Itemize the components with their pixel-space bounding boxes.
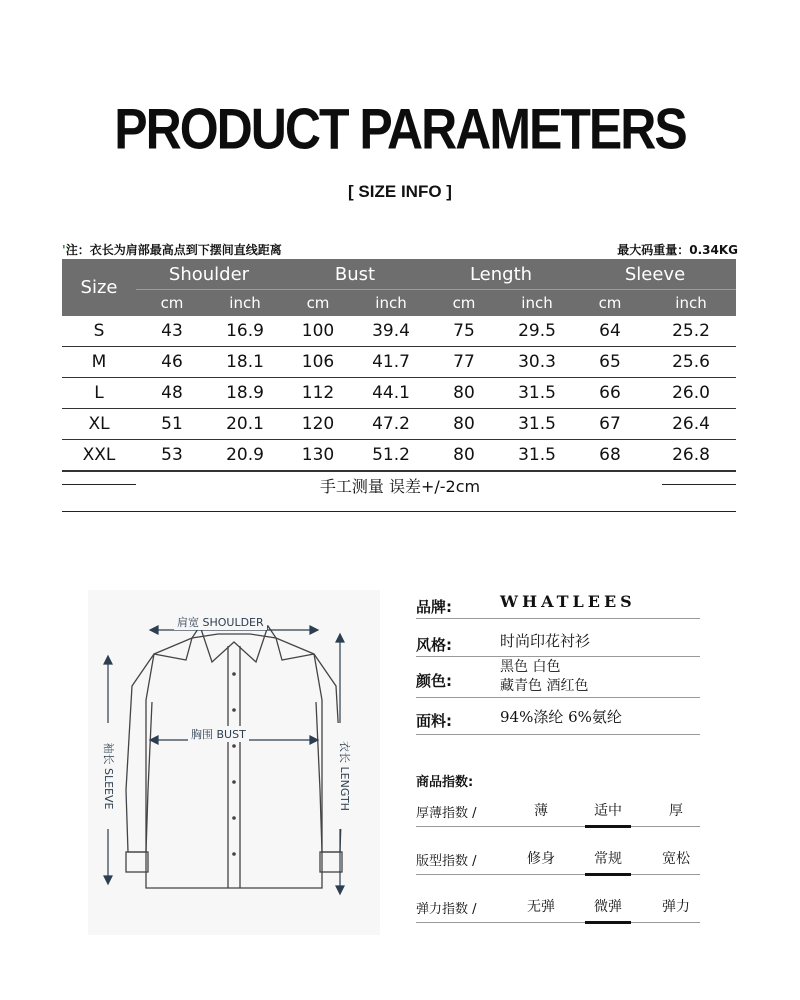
index-row [416,894,700,934]
table-cell: 47.2 [354,409,428,440]
page-title: PRODUCT PARAMETERS [114,96,686,162]
bust-label: 胸围 BUST [188,726,249,742]
table-cell: 51 [136,409,208,440]
index-option: 弹力 [662,899,690,915]
weight-note: 最大码重量：0.34KG [617,243,738,257]
table-cell: 68 [574,440,646,472]
spec-brand-key: 品牌: [416,598,452,616]
spec-divider [416,697,700,698]
unit-inch: inch [354,290,428,317]
table-cell: 67 [574,409,646,440]
spec-divider [416,618,700,619]
group-header-bust: Bust [282,259,428,290]
spec-brand-value: WHATLEES [500,592,636,611]
table-cell: 25.2 [646,316,736,347]
table-cell: 18.1 [208,347,282,378]
length-note-text: 注：衣长为肩部最高点到下摆间直线距离 [65,243,282,257]
note-mark: ' [62,243,66,257]
table-cell: 31.5 [500,440,574,472]
table-cell: 75 [428,316,500,347]
table-cell: 44.1 [354,378,428,409]
index-scale-line [416,874,700,875]
index-option: 厚 [669,803,683,819]
table-cell: 66 [574,378,646,409]
size-header: Size [62,259,136,316]
unit-inch: inch [208,290,282,317]
index-selected-marker [585,921,631,924]
table-cell: 80 [428,378,500,409]
index-label: 厚薄指数 / [416,806,477,821]
table-cell: 80 [428,409,500,440]
table-cell: 30.3 [500,347,574,378]
table-cell: 26.4 [646,409,736,440]
index-option: 适中 [594,803,622,819]
unit-inch: inch [646,290,736,317]
group-header-sleeve: Sleeve [574,259,736,290]
table-cell: 41.7 [354,347,428,378]
index-scale-line [416,922,700,923]
spec-fabric-value: 94%涤纶 6%氨纶 [500,708,622,726]
index-option: 常规 [594,851,622,867]
table-cell: 25.6 [646,347,736,378]
index-scale-line [416,826,700,827]
measure-line-right [662,484,736,485]
table-row [62,378,736,409]
table-cell: 53 [136,440,208,472]
table-cell: 80 [428,440,500,472]
table-row [62,440,736,472]
index-row [416,798,700,838]
index-selected-marker [585,825,631,828]
index-option: 微弹 [594,899,622,915]
measure-note: 手工测量 误差+/-2cm [319,477,481,496]
table-cell: 48 [136,378,208,409]
table-cell: 120 [282,409,354,440]
table-cell: 31.5 [500,378,574,409]
unit-cm: cm [282,290,354,317]
table-cell: 112 [282,378,354,409]
table-cell: 46 [136,347,208,378]
unit-cm: cm [574,290,646,317]
index-label: 版型指数 / [416,854,477,869]
spec-color-key: 颜色: [416,672,452,690]
spec-color-value-2: 藏青色 酒红色 [500,678,589,694]
size-cell: L [62,378,136,409]
length-label: 衣长 LENGTH [337,723,353,829]
index-row [416,846,700,886]
table-cell: 20.9 [208,440,282,472]
size-cell: XL [62,409,136,440]
sleeve-label: 袖长 SLEEVE [101,723,117,829]
index-selected-marker [585,873,631,876]
table-cell: 16.9 [208,316,282,347]
shirt-diagram [88,590,380,935]
table-cell: 106 [282,347,354,378]
spec-brand [416,590,700,630]
spec-color [416,656,700,700]
group-header-length: Length [428,259,574,290]
section-subtitle: [ SIZE INFO ] [348,182,452,201]
index-option: 薄 [534,803,548,819]
table-row [62,409,736,440]
unit-cm: cm [136,290,208,317]
table-cell: 31.5 [500,409,574,440]
size-table [62,259,736,472]
table-cell: 26.0 [646,378,736,409]
table-row [62,347,736,378]
unit-inch: inch [500,290,574,317]
index-title: 商品指数: [416,775,474,790]
table-cell: 20.1 [208,409,282,440]
table-cell: 29.5 [500,316,574,347]
spec-fabric-key: 面料: [416,712,452,730]
table-row [62,316,736,347]
spec-fabric [416,706,700,746]
spec-style-key: 风格: [416,636,452,654]
table-cell: 65 [574,347,646,378]
index-label: 弹力指数 / [416,902,477,917]
group-header-shoulder: Shoulder [136,259,282,290]
index-option: 无弹 [527,899,555,915]
size-cell: S [62,316,136,347]
index-option: 修身 [527,851,555,867]
table-cell: 18.9 [208,378,282,409]
table-cell: 43 [136,316,208,347]
table-cell: 64 [574,316,646,347]
table-cell: 39.4 [354,316,428,347]
length-note [62,241,282,258]
table-cell: 100 [282,316,354,347]
table-cell: 130 [282,440,354,472]
spec-color-value-1: 黑色 白色 [500,659,561,675]
index-option: 宽松 [662,851,690,867]
size-cell: M [62,347,136,378]
spec-divider [416,734,700,735]
unit-cm: cm [428,290,500,317]
shoulder-label: 肩宽 SHOULDER [174,614,267,630]
size-cell: XXL [62,440,136,472]
table-cell: 77 [428,347,500,378]
section-divider [62,511,736,512]
table-cell: 51.2 [354,440,428,472]
spec-style-value: 时尚印花衬衫 [500,632,591,650]
table-cell: 26.8 [646,440,736,472]
